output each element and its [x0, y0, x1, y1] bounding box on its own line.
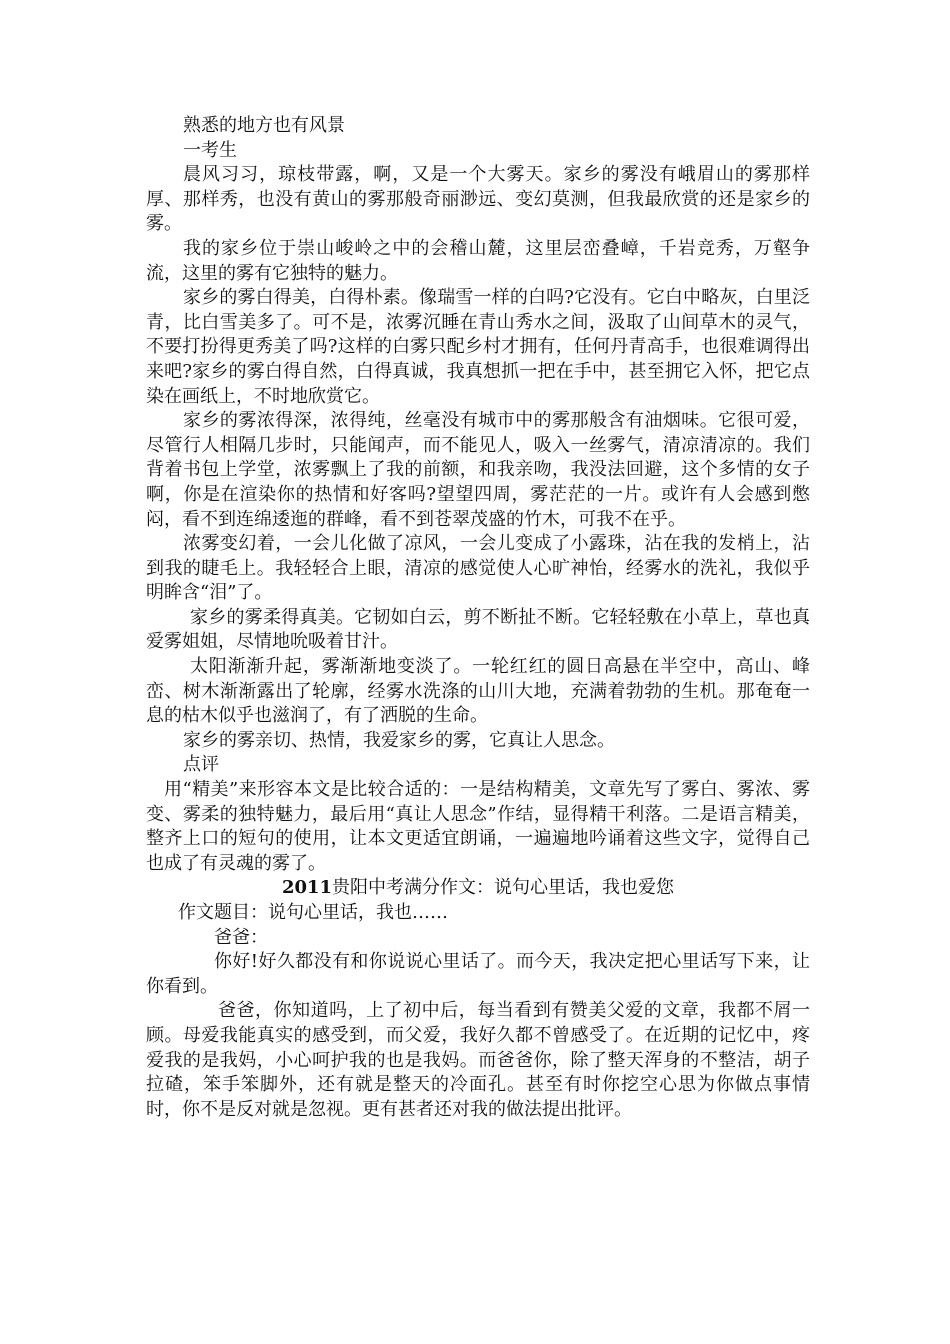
comment-label: 点评 [183, 754, 219, 776]
comment-text: 用“精美”来形容本文是比较合适的：一是结构精美，文章先写了雾白、雾浓、雾变、雾柔的独特魅力，最后用“真让人思念”作结，显得精干利落。二是语言精美，整齐上口的短句的使用，让本文更适宜朗诵，一遍遍地吟诵着这些文字，觉得自己也成了有灵魂的雾了。 [146, 779, 810, 874]
article-author: 一考生 [183, 139, 237, 161]
paragraph: 爸爸，你知道吗，上了初中后，每当看到有赞美父爱的文章，我都不屑一顾。母爱我能真实的感受到，而父爱，我好久都不曾感受了。在近期的记忆中，疼爱我的是我妈，小心呵护我的也是我妈。而爸爸你，除了整天浑身的不整洁，胡子拉碴，笨手笨脚外，还有就是整天的冷面孔。甚至有时你挖空心思为你做点事情时，你不是反对就是忽视。更有甚者还对我的做法提出批评。 [146, 1000, 810, 1120]
paragraph: 家乡的雾亲切、热情，我爱家乡的雾，它真让人思念。 [183, 729, 615, 751]
paragraph: 浓雾变幻着，一会儿化做了凉风，一会儿变成了小露珠，沾在我的发梢上，沾到我的睫毛上。我轻轻合上眼，清凉的感觉使人心旷神怡，经雾水的洗礼，我似乎明眸含“泪”了。 [146, 533, 810, 604]
document-body [146, 114, 810, 1122]
article-heading [146, 876, 810, 901]
essay-prompt: 作文题目：说句心里话，我也…… [178, 902, 448, 923]
article-title: 熟悉的地方也有风景 [183, 115, 345, 136]
paragraph: 晨风习习，琼枝带露，啊，又是一个大雾天。家乡的雾没有峨眉山的雾那样厚、那样秀，也没有黄山的雾那般奇丽渺远、变幻莫测，但我最欣赏的还是家乡的雾。 [146, 164, 810, 235]
letter-salutation: 爸爸： [214, 926, 268, 948]
paragraph: 家乡的雾白得美，白得朴素。像瑞雪一样的白吗?它没有。它白中略灰，白里泛青，比白雪美多了。可不是，浓雾沉睡在青山秀水之间，汲取了山间草木的灵气，不要打扮得更秀美了吗?这样的白雾只配乡村才拥有，任何丹青高手，也很难调得出来吧?家乡的雾白得自然，白得真诚，我真想抓一把在手中，甚至拥它入怀，把它点染在画纸上，不时地欣赏它。 [146, 287, 810, 407]
heading-text: 贵阳中考满分作文：说句心里话，我也爱您 [332, 877, 675, 899]
heading-year: 2011 [281, 877, 333, 899]
paragraph: 家乡的雾浓得深，浓得纯，丝毫没有城市中的雾那般含有油烟味。它很可爱，尽管行人相隔几步时，只能闻声，而不能见人，吸入一丝雾气，清凉清凉的。我们背着书包上学堂，浓雾飘上了我的前额，和我亲吻，我没法回避，这个多情的女子啊，你是在渲染你的热情和好客吗?望望四周，雾茫茫的一片。或许有人会感到憋闷，看不到连绵逶迤的群峰，看不到苍翠茂盛的竹木，可我不在乎。 [146, 410, 810, 530]
paragraph: 太阳渐渐升起，雾渐渐地变淡了。一轮红红的圆日高悬在半空中，高山、峰峦、树木渐渐露出了轮廓，经雾水洗涤的山川大地，充满着勃勃的生机。那奄奄一息的枯木似乎也滋润了，有了洒脱的生命。 [146, 656, 810, 727]
paragraph: 我的家乡位于崇山峻岭之中的会稽山麓，这里层峦叠嶂，千岩竞秀，万壑争流，这里的雾有它独特的魅力。 [146, 237, 810, 284]
paragraph: 你好!好久都没有和你说说心里话了。而今天，我决定把心里话写下来，让你看到。 [146, 951, 810, 997]
paragraph: 家乡的雾柔得真美。它韧如白云，剪不断扯不断。它轻轻敷在小草上，草也真爱雾姐姐，尽情地吮吸着甘汁。 [146, 606, 810, 653]
